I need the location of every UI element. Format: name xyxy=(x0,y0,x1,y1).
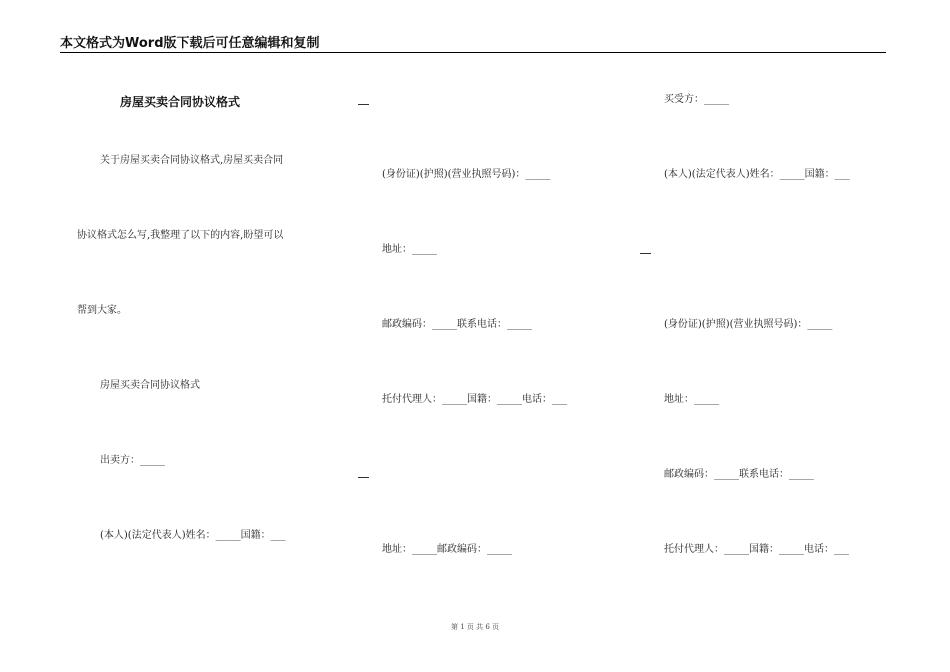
column1-line-3: 帮到大家。 xyxy=(77,305,127,316)
document-title: 房屋买卖合同协议格式 xyxy=(120,95,241,109)
buyer-address-field: 地址：_____ xyxy=(664,394,719,405)
seller-agent-field: 托付代理人：_____国籍：_____电话：___ xyxy=(382,394,567,405)
seller-contact-field: 邮政编码：_____联系电话：_____ xyxy=(382,319,532,330)
column1-line-4: 房屋买卖合同协议格式 xyxy=(100,380,200,391)
buyer-label: 买受方：_____ xyxy=(664,94,729,105)
underline-mark xyxy=(640,253,651,254)
seller-name-field: (本人)(法定代表人)姓名：_____国籍：___ xyxy=(100,530,286,541)
buyer-agent-field: 托付代理人：_____国籍：_____电话：___ xyxy=(664,544,849,555)
seller-agent-address-field: 地址：_____邮政编码：_____ xyxy=(382,544,512,555)
underline-mark xyxy=(358,477,369,478)
buyer-id-field: (身份证)(护照)(营业执照号码)：_____ xyxy=(664,319,833,330)
seller-address-field: 地址：_____ xyxy=(382,244,437,255)
seller-label: 出卖方：_____ xyxy=(100,455,165,466)
header-title: 本文格式为Word版下载后可任意编辑和复制 xyxy=(60,36,320,51)
column1-line-2: 协议格式怎么写,我整理了以下的内容,盼望可以 xyxy=(77,230,284,241)
buyer-name-field: (本人)(法定代表人)姓名：_____国籍：___ xyxy=(664,169,850,180)
column1-line-1: 关于房屋买卖合同协议格式,房屋买卖合同 xyxy=(100,155,284,166)
page-indicator: 第 1 页 共 6 页 xyxy=(450,623,500,631)
underline-mark xyxy=(358,104,369,105)
seller-id-field: (身份证)(护照)(营业执照号码)：_____ xyxy=(382,169,551,180)
buyer-contact-field: 邮政编码：_____联系电话：_____ xyxy=(664,469,814,480)
page-header xyxy=(60,34,886,53)
